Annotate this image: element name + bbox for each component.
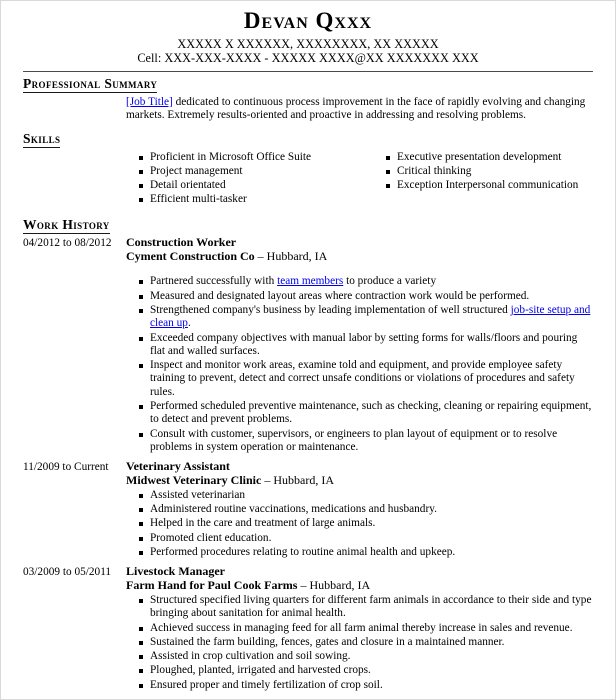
text-run: Assisted in crop cultivation and soil sowing. [150, 650, 351, 663]
square-bullet-icon [139, 627, 143, 631]
job-location: Hubbard, IA [273, 473, 334, 488]
text-run: Partnered successfully with [150, 275, 278, 288]
square-bullet-icon [139, 309, 143, 313]
job-body [126, 236, 593, 455]
job-company-line [126, 579, 593, 593]
job-dates: 04/2012 to 08/2012 [23, 236, 112, 249]
bullet-text [150, 290, 593, 303]
bullet-item [139, 546, 593, 559]
job-entry [23, 565, 593, 693]
bullet-text [150, 179, 373, 192]
skills-section [23, 131, 593, 208]
bullet-item [139, 151, 373, 164]
square-bullet-icon [139, 337, 143, 341]
skills-columns [126, 151, 593, 208]
square-bullet-icon [139, 522, 143, 526]
job-title: Livestock Manager [126, 564, 225, 579]
square-bullet-icon [386, 156, 390, 160]
text-run: Project management [150, 164, 243, 177]
job-company-line [126, 474, 593, 488]
square-bullet-icon [139, 184, 143, 188]
square-bullet-icon [139, 537, 143, 541]
job-location: Hubbard, IA [309, 578, 371, 593]
text-run: Executive presentation development [397, 150, 562, 163]
candidate-name: Devan Qxxx [243, 8, 373, 33]
jobs-list [23, 236, 593, 693]
bullet-item [139, 636, 593, 649]
summary-section [23, 76, 593, 123]
bullet-item [386, 179, 593, 192]
bullet-text [397, 179, 593, 192]
bullet-item [139, 193, 373, 206]
work-history-heading: Work History [23, 216, 110, 232]
bullet-item [139, 622, 593, 635]
square-bullet-icon [139, 170, 143, 174]
job-title: Construction Worker [126, 234, 237, 249]
text-run: Measured and designated layout areas where contraction work would be performed. [150, 289, 530, 302]
bullet-text [150, 428, 593, 455]
bullet-item [139, 489, 593, 502]
bullet-item [139, 275, 593, 288]
bullet-text [150, 532, 593, 545]
bullet-text [150, 622, 593, 635]
company-name: Midwest Veterinary Clinic [126, 473, 262, 488]
square-bullet-icon [139, 280, 143, 284]
job-entry [23, 236, 593, 455]
text-run: Sustained the farm building, fences, gates and closure in a maintained manner. [150, 635, 505, 648]
text-run: Consult with customer, supervisors, or engineers to plan layout of equipment or to resolve problems in system operation or maintenance. [150, 427, 558, 453]
text-run: to produce a variety [343, 275, 437, 288]
bullet-item [139, 428, 593, 455]
company-location-separator: – [297, 578, 310, 593]
bullet-text [150, 359, 593, 399]
bullet-text [397, 151, 593, 164]
square-bullet-icon [139, 551, 143, 555]
text-run: Detail orientated [150, 179, 226, 192]
bullet-item [139, 359, 593, 399]
skills-heading: Skills [23, 130, 61, 146]
job-entry [23, 460, 593, 560]
job-body [126, 460, 593, 560]
company-location-separator: – [254, 248, 267, 263]
square-bullet-icon [386, 170, 390, 174]
text-run: Ploughed, planted, irrigated and harvested crops. [150, 664, 371, 677]
text-run: Exception Interpersonal communication [397, 179, 579, 192]
summary-heading: Professional Summary [23, 76, 158, 91]
text-run: Administered routine vaccinations, medications and husbandry. [150, 503, 437, 516]
square-bullet-icon [139, 295, 143, 299]
job-bullets [126, 489, 593, 559]
bullet-text [150, 304, 593, 331]
company-name: Farm Hand for Paul Cook Farms [126, 578, 298, 593]
job-bullets [126, 594, 593, 692]
bullet-text [150, 517, 593, 530]
bullet-text [150, 489, 593, 502]
bullet-item [139, 304, 593, 331]
summary-text [126, 96, 593, 123]
text-run: Achieved success in managing feed for all farm animal thereby increase in sales and revenue. [150, 621, 573, 634]
work-history-section [23, 217, 593, 693]
resume-header [23, 7, 593, 65]
job-location: Hubbard, IA [266, 248, 328, 263]
bullet-text [150, 151, 373, 164]
skills-column-2 [373, 151, 593, 208]
square-bullet-icon [139, 508, 143, 512]
square-bullet-icon [139, 641, 143, 645]
text-run: Performed procedures relating to routine animal health and upkeep. [150, 546, 456, 559]
inline-link[interactable]: team members [277, 275, 344, 288]
text-run: Promoted client education. [150, 531, 272, 544]
bullet-item [139, 650, 593, 663]
square-bullet-icon [139, 494, 143, 498]
square-bullet-icon [139, 364, 143, 368]
text-run: Strengthened company's business by leading implementation of well structured [150, 303, 511, 316]
inline-link[interactable]: [Job Title] [126, 96, 173, 108]
bullet-text [150, 275, 593, 288]
text-run: Efficient multi-tasker [150, 193, 247, 206]
square-bullet-icon [139, 599, 143, 603]
bullet-text [150, 193, 373, 206]
square-bullet-icon [139, 156, 143, 160]
bullet-item [386, 151, 593, 164]
square-bullet-icon [139, 669, 143, 673]
text-run: Proficient in Microsoft Office Suite [150, 150, 312, 163]
bullet-text [150, 594, 593, 621]
inline-link[interactable]: job-site setup and clean up [150, 303, 591, 330]
bullet-item [139, 517, 593, 530]
bullet-item [139, 594, 593, 621]
square-bullet-icon [139, 655, 143, 659]
square-bullet-icon [139, 405, 143, 409]
company-location-separator: – [261, 473, 274, 488]
bullet-item [139, 400, 593, 427]
company-name: Cyment Construction Co [126, 248, 255, 263]
job-body [126, 565, 593, 693]
bullet-item [139, 679, 593, 692]
header-divider [23, 71, 593, 72]
bullet-text [150, 400, 593, 427]
text-run: Critical thinking [397, 164, 472, 177]
square-bullet-icon [139, 198, 143, 202]
bullet-item [139, 532, 593, 545]
bullet-item [139, 503, 593, 516]
bullet-item [139, 290, 593, 303]
skills-column-1 [126, 151, 373, 208]
text-run: Assisted veterinarian [150, 488, 246, 501]
job-company-line [126, 250, 593, 264]
job-dates: 11/2009 to Current [23, 461, 109, 474]
bullet-text [150, 503, 593, 516]
text-run: Ensured proper and timely fertilization of crop soil. [150, 678, 383, 691]
bullet-text [150, 546, 593, 559]
bullet-text [150, 650, 593, 663]
text-run: . [187, 317, 191, 330]
bullet-item [139, 332, 593, 359]
square-bullet-icon [139, 684, 143, 688]
job-title: Veterinary Assistant [126, 459, 230, 474]
bullet-item [139, 664, 593, 677]
bullet-text [150, 636, 593, 649]
text-run: Helped in the care and treatment of large animals. [150, 517, 376, 530]
text-run: Inspect and monitor work areas, examine told and equipment, and provide employee safety training to prevent, detect and correct unsafe conditions or violations of procedures and safety rules. [150, 359, 575, 398]
contact-line: Cell: XXX-XXX-XXXX - XXXXX XXXX@XX XXXXXXX XXX [137, 51, 479, 65]
bullet-item [139, 179, 373, 192]
text-run: Exceeded company objectives with manual labor by setting forms for walls/floors and pouring flat and walled surfaces. [150, 331, 578, 357]
square-bullet-icon [386, 184, 390, 188]
address-line: XXXXX X XXXXXX, XXXXXXXX, XX XXXXX [177, 37, 439, 51]
bullet-item [139, 165, 373, 178]
bullet-text [150, 664, 593, 677]
job-bullets [126, 275, 593, 454]
job-dates: 03/2009 to 05/2011 [23, 566, 112, 579]
text-run: dedicated to continuous process improvement in the face of rapidly evolving and changing markets. Extremely results-oriented and proactive in addressing and resolving problems. [126, 96, 586, 122]
bullet-text [150, 332, 593, 359]
bullet-text [397, 165, 593, 178]
bullet-text [150, 165, 373, 178]
bullet-text [150, 679, 593, 692]
text-run: Performed scheduled preventive maintenance, such as checking, cleaning or repairing equipment, to detect and prevent problems. [150, 400, 592, 426]
bullet-item [386, 165, 593, 178]
square-bullet-icon [139, 433, 143, 437]
text-run: Structured specified living quarters for different farm animals in accordance to their side and type bringing about sanitation for animal health. [150, 593, 592, 620]
